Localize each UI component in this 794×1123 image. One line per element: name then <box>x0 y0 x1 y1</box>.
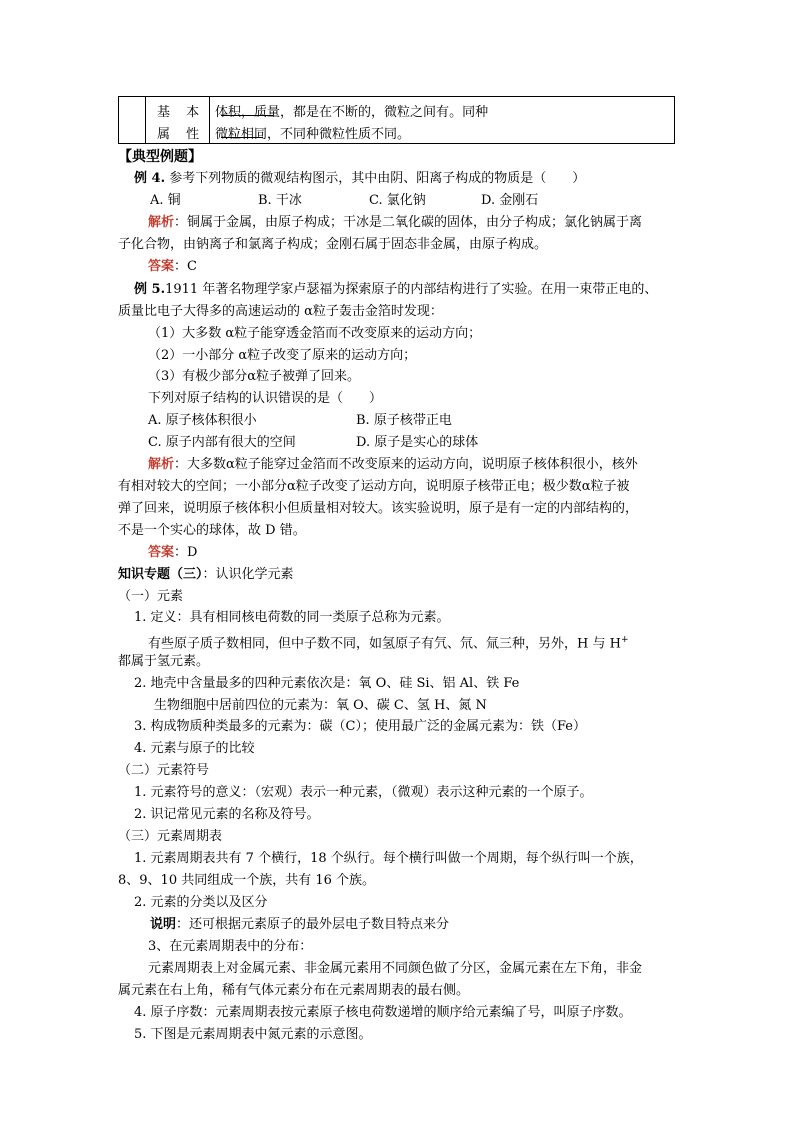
topic-subsection-1: （一）元素 <box>118 589 184 604</box>
topic-item-k1-line1: 1. 元素周期表共有 7 个横行，18 个纵行。每个横行叫做一个周期，每个纵行叫一个族， <box>134 851 643 866</box>
ex4-option-c: C. 氯化钠 <box>369 193 426 208</box>
topic-item-1: 1. 定义：具有相同核电荷数的同一类原子总称为元素。 <box>134 610 450 625</box>
topic-item-j1: 1. 元素符号的意义：（宏观）表示一种元素，（微观）表示这种元素的一个原子。 <box>134 785 593 800</box>
ex4-option-b: B. 干冰 <box>258 193 302 208</box>
topic-item-k3-line1: 元素周期表上对金属元素、非金属元素用不同颜色做了分区，金属元素在左下角，非金 <box>148 961 643 976</box>
topic-item-k2-note: 说明：还可根据元素原子的最外层电子数目特点来分 <box>150 917 450 932</box>
ex4-analysis-line2: 子化合物，由钠离子和氯离子构成；金刚石属于固态非金属，由原子构成。 <box>118 237 548 252</box>
topic-item-k4: 4. 原子序数：元素周期表按元素原子核电荷数递增的顺序给元素编了号，叫原子序数。 <box>134 1005 632 1020</box>
section-heading: 【典型例题】 <box>118 149 202 165</box>
topic-item-k5: 5. 下图是元素周期表中氮元素的示意图。 <box>134 1027 372 1042</box>
topic-subsection-3: （三）元素周期表 <box>118 829 223 844</box>
ex4-question: 例 4. 参考下列物质的微观结构图示，其中由阴、阳离子构成的物质是（ ） <box>134 171 586 186</box>
table-content-line1: 体积 ，质量 ，都是在不断 的，微粒之间有 。同种 <box>215 101 488 120</box>
ex5-observation-2: （2）一小部分 α粒子改变了原来的运动方向； <box>148 348 417 363</box>
table-label-line1: 基 本 <box>157 105 206 120</box>
topic-item-k3: 3、在元素周期表中的分布： <box>148 939 313 954</box>
ex5-line2: 质量比电子大得多的高速运动的 α粒子轰击金箔时发现： <box>118 304 443 319</box>
ex4-option-a: A. 铜 <box>150 193 181 208</box>
topic-item-k2: 2. 元素的分类以及区分 <box>134 895 268 910</box>
ex4-answer: 答案：C <box>148 259 197 274</box>
ex5-option-b: B. 原子核带正电 <box>356 413 452 428</box>
table-empty-cell <box>119 97 146 143</box>
table-label-cell <box>145 97 210 143</box>
property-table <box>118 96 675 144</box>
ex5-analysis-line3: 弹了回来，说明原子核体积小但质量相对较大。该实验说明，原子是有一定的内部结构的， <box>118 501 639 516</box>
table-content-line2: 微粒 相同，不同种微粒性质不同。 <box>215 123 410 142</box>
blank-interval <box>221 101 271 116</box>
topic-item-3: 3. 构成物质种类最多的元素为：碳（C）；使用最广泛的金属元素为：铁（Fe） <box>134 719 586 734</box>
ex4-option-d: D. 金刚石 <box>481 193 539 208</box>
topic-subsection-2: （二）元素符号 <box>118 763 210 778</box>
topic-item-k3-line2: 属元素在右上角，稀有气体元素分布在元素周期表的最右侧。 <box>118 983 470 998</box>
table-content-cell <box>209 97 674 143</box>
ex5-observation-1: （1）大多数 α粒子能穿透金箔而不改变原来的运动方向； <box>148 326 482 341</box>
ex5-analysis-line1: 解析：大多数α粒子能穿过金箔而不改变原来的运动方向，说明原子核体积很小，核外 <box>148 457 638 472</box>
topic-item-j2: 2. 识记常见元素的名称及符号。 <box>134 807 320 822</box>
ex5-line1: 例 5.1911 年著名物理学家卢瑟福为探索原子的内部结构进行了实验。在用一束带正电的、 <box>134 282 658 297</box>
ex5-analysis-line4: 不是一个实心的球体，故 D 错。 <box>118 523 306 538</box>
topic-title: 知识专题（三）：认识化学元素 <box>118 567 294 582</box>
ex5-question: 下列对原子结构的认识错误的是（ ） <box>148 391 383 406</box>
topic-item-1-note2: 都属于氢元素。 <box>118 654 210 669</box>
ex5-option-c: C. 原子内部有很大的空间 <box>148 435 296 450</box>
topic-item-k1-line2: 8、9、10 共同组成一个族，共有 16 个族。 <box>118 873 376 888</box>
ex5-option-d: D. 原子是实心的球体 <box>356 435 479 450</box>
table-label-line2: 属 性 <box>157 127 206 142</box>
topic-item-4: 4. 元素与原子的比较 <box>134 741 255 756</box>
topic-item-2-note: 生物细胞中居前四位的元素为：氧 O、碳 C、氢 H、氮 N <box>154 698 487 713</box>
blank-property <box>221 123 263 138</box>
ex5-answer: 答案：D <box>148 545 198 560</box>
topic-item-2: 2. 地壳中含量最多的四种元素依次是：氧 O、硅 Si、铝 Al、铁 Fe <box>134 676 520 691</box>
topic-item-1-note1: 有些原子质子数相同，但中子数不同，如氢原子有氕、氘、氚三种，另外，H 与 H+ <box>148 635 629 652</box>
ex5-option-a: A. 原子核体积很小 <box>148 413 257 428</box>
ex5-analysis-line2: 有相对较大的空间；一小部分α粒子改变了运动方向，说明原子核带正电；极少数α粒子被 <box>118 479 630 494</box>
ex5-observation-3: （3）有极少部分α粒子被弹了回来。 <box>148 369 361 384</box>
ex4-analysis-line1: 解析：铜属于金属，由原子构成；干冰是二氧化碳的固体，由分子构成；氯化钠属于离 <box>148 215 643 230</box>
